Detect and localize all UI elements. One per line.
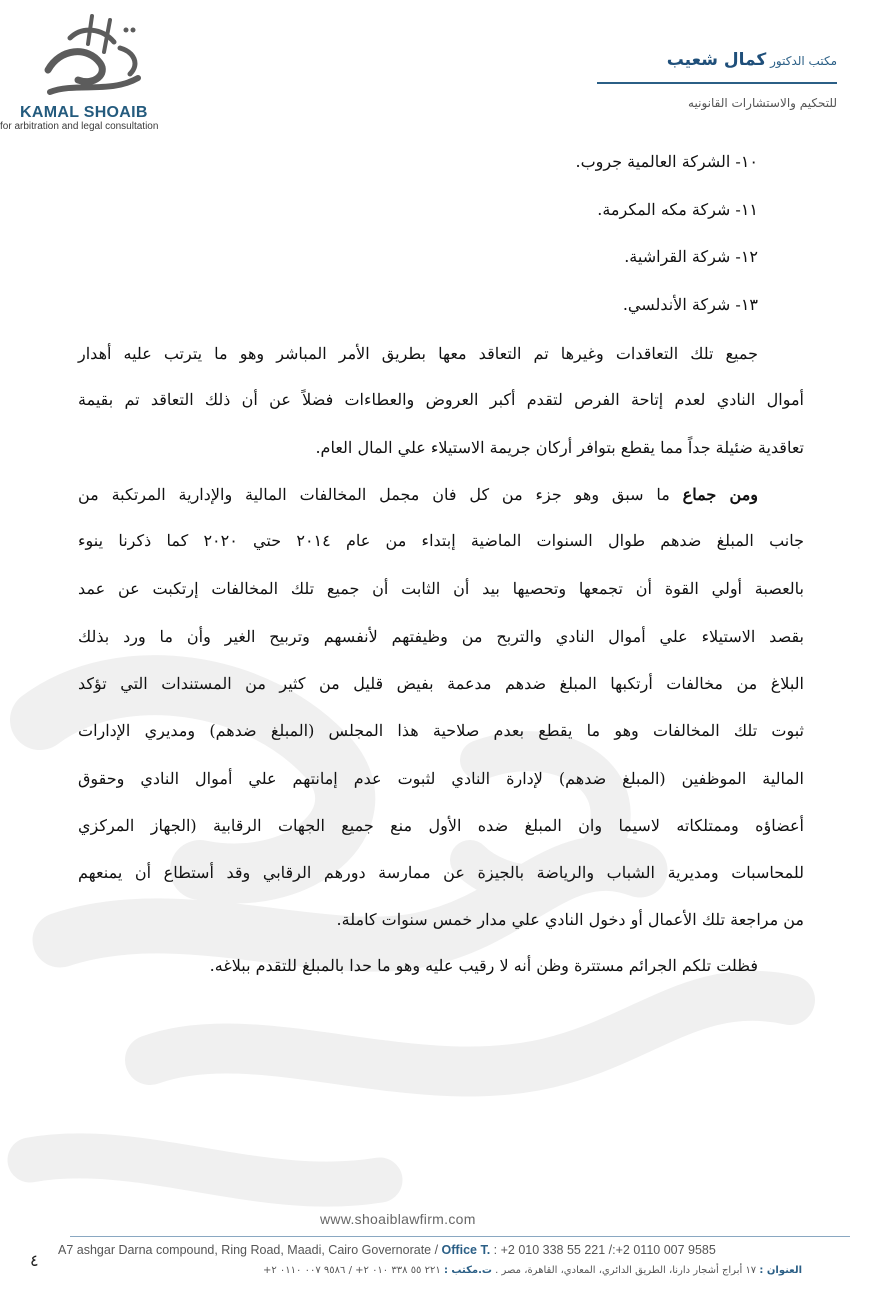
list-item: ١٠- الشركة العالمية جروب. bbox=[575, 152, 758, 171]
logo-tagline: for arbitration and legal consultation bbox=[0, 121, 159, 132]
header-divider bbox=[597, 82, 837, 84]
paragraph-lead: ومن جماع bbox=[682, 485, 759, 504]
paragraph-line-text: ما سبق وهو جزء من كل فان مجمل المخالفات المالية والإدارية المرتكبة من bbox=[78, 485, 670, 504]
page-header bbox=[0, 0, 877, 140]
paragraph-line: ثبوت تلك المخالفات وهو ما يقطع بعدم صلاحية هذا المجلس (المبلغ ضدهم) ومديري الإدارات bbox=[78, 721, 804, 740]
paragraph-line: جانب المبلغ ضدهم طوال السنوات الماضية إبتداء من عام ٢٠١٤ حتي ٢٠٢٠ كما ذكرنا ينوء bbox=[78, 531, 804, 550]
paragraph-line: أعضاؤه وممتلكاته لاسيما وان المبلغ ضده الأول منع جميع الجهات الرقابية (الجهاز المركزي bbox=[78, 816, 804, 835]
page-footer bbox=[0, 1205, 877, 1298]
phones-ar: ٢٢١ ٥٥ ٣٣٨ ٠١٠ ٢+ / ٩٥٨٦ ٠٠٧ ٠١١٠ ٢+ bbox=[262, 1265, 444, 1276]
office-phones-en: : +2 010 338 55 221 /:+2 0110 007 9585 bbox=[490, 1243, 716, 1257]
list-item: ١٢- شركة القراشية. bbox=[624, 247, 758, 266]
paragraph-line: تعاقدية ضئيلة جداً مما يقطع بتوافر أركان جريمة الاستيلاء علي المال العام. bbox=[315, 438, 804, 457]
list-item: ١١- شركة مكه المكرمة. bbox=[597, 200, 758, 219]
calligraphy-logo-icon bbox=[30, 8, 150, 103]
paragraph-line: فظلت تلكم الجرائم مستترة وظن أنه لا رقيب عليه وهو ما حدا بالمبلغ للتقدم ببلاغه. bbox=[209, 956, 758, 975]
footer-address-en bbox=[58, 1243, 716, 1257]
paragraph-line: من مراجعة تلك الأعمال أو دخول النادي علي مدار خمس سنوات كاملة. bbox=[336, 910, 804, 929]
office-title-block bbox=[577, 50, 837, 120]
paragraph-line bbox=[78, 485, 804, 504]
firm-logo bbox=[0, 8, 190, 130]
phones-label-ar: ت.مكتب : bbox=[443, 1265, 492, 1276]
office-title-name: كمال شعيب bbox=[666, 50, 767, 70]
footer-divider bbox=[70, 1236, 850, 1237]
address-en: A7 ashgar Darna compound, Ring Road, Maadi, Cairo Governorate / bbox=[58, 1243, 442, 1257]
list-item: ١٣- شركة الأندلسي. bbox=[622, 295, 758, 314]
footer-address-ar bbox=[263, 1265, 802, 1276]
office-subtitle: للتحكيم والاستشارات القانونيه bbox=[688, 96, 837, 110]
paragraph-line: للمحاسبات ومديرية الشباب والرياضة بالجيزة عن ممارسة دورهم الرقابي وقد أستطاع أن يمنعهم bbox=[78, 863, 804, 882]
paragraph-line: أموال النادي لعدم إتاحة الفرص لتقدم أكبر العروض والعطاءات فضلاً عن أن ذلك التعاقد تم بقيمة bbox=[78, 390, 804, 409]
paragraph-line: جميع تلك التعاقدات وغيرها تم التعاقد معها بطريق الأمر المباشر وهو ما يترتب عليه أهدار bbox=[78, 344, 758, 363]
website-link[interactable]: www.shoaiblawfirm.com bbox=[320, 1211, 476, 1227]
office-phone-label: Office T. bbox=[441, 1243, 491, 1257]
page-number: ٤ bbox=[30, 1251, 39, 1270]
office-title bbox=[577, 50, 837, 70]
paragraph-line: بقصد الاستيلاء علي أموال النادي والتربح من وظيفتهم لأنفسهم وتربيح الغير وأن ما ورد بذلك bbox=[78, 627, 804, 646]
address-label-ar: العنوان : bbox=[759, 1265, 802, 1276]
paragraph-line: البلاغ من مخالفات أرتكبها المبلغ ضدهم مدعمة بفيض قليل من كثير من المستندات التي تؤكد bbox=[78, 674, 804, 693]
paragraph-line: بالعصبة أولي القوة أن تجمعها وتحصيها بيد أن الثابت أن جميع تلك المخالفات إرتكبت عن عمد bbox=[78, 579, 804, 598]
paragraph-line: المالية الموظفين (المبلغ ضدهم) لإدارة النادي لثبوت عدم إمانتهم علي أموال النادي وحقوق bbox=[78, 769, 804, 788]
office-title-prefix: مكتب الدكتور bbox=[770, 54, 837, 68]
logo-name: KAMAL SHOAIB bbox=[20, 104, 148, 121]
address-ar: ١٧ أبراج أشجار دارنا، الطريق الدائري، المعادي، القاهرة، مصر . bbox=[491, 1265, 760, 1276]
